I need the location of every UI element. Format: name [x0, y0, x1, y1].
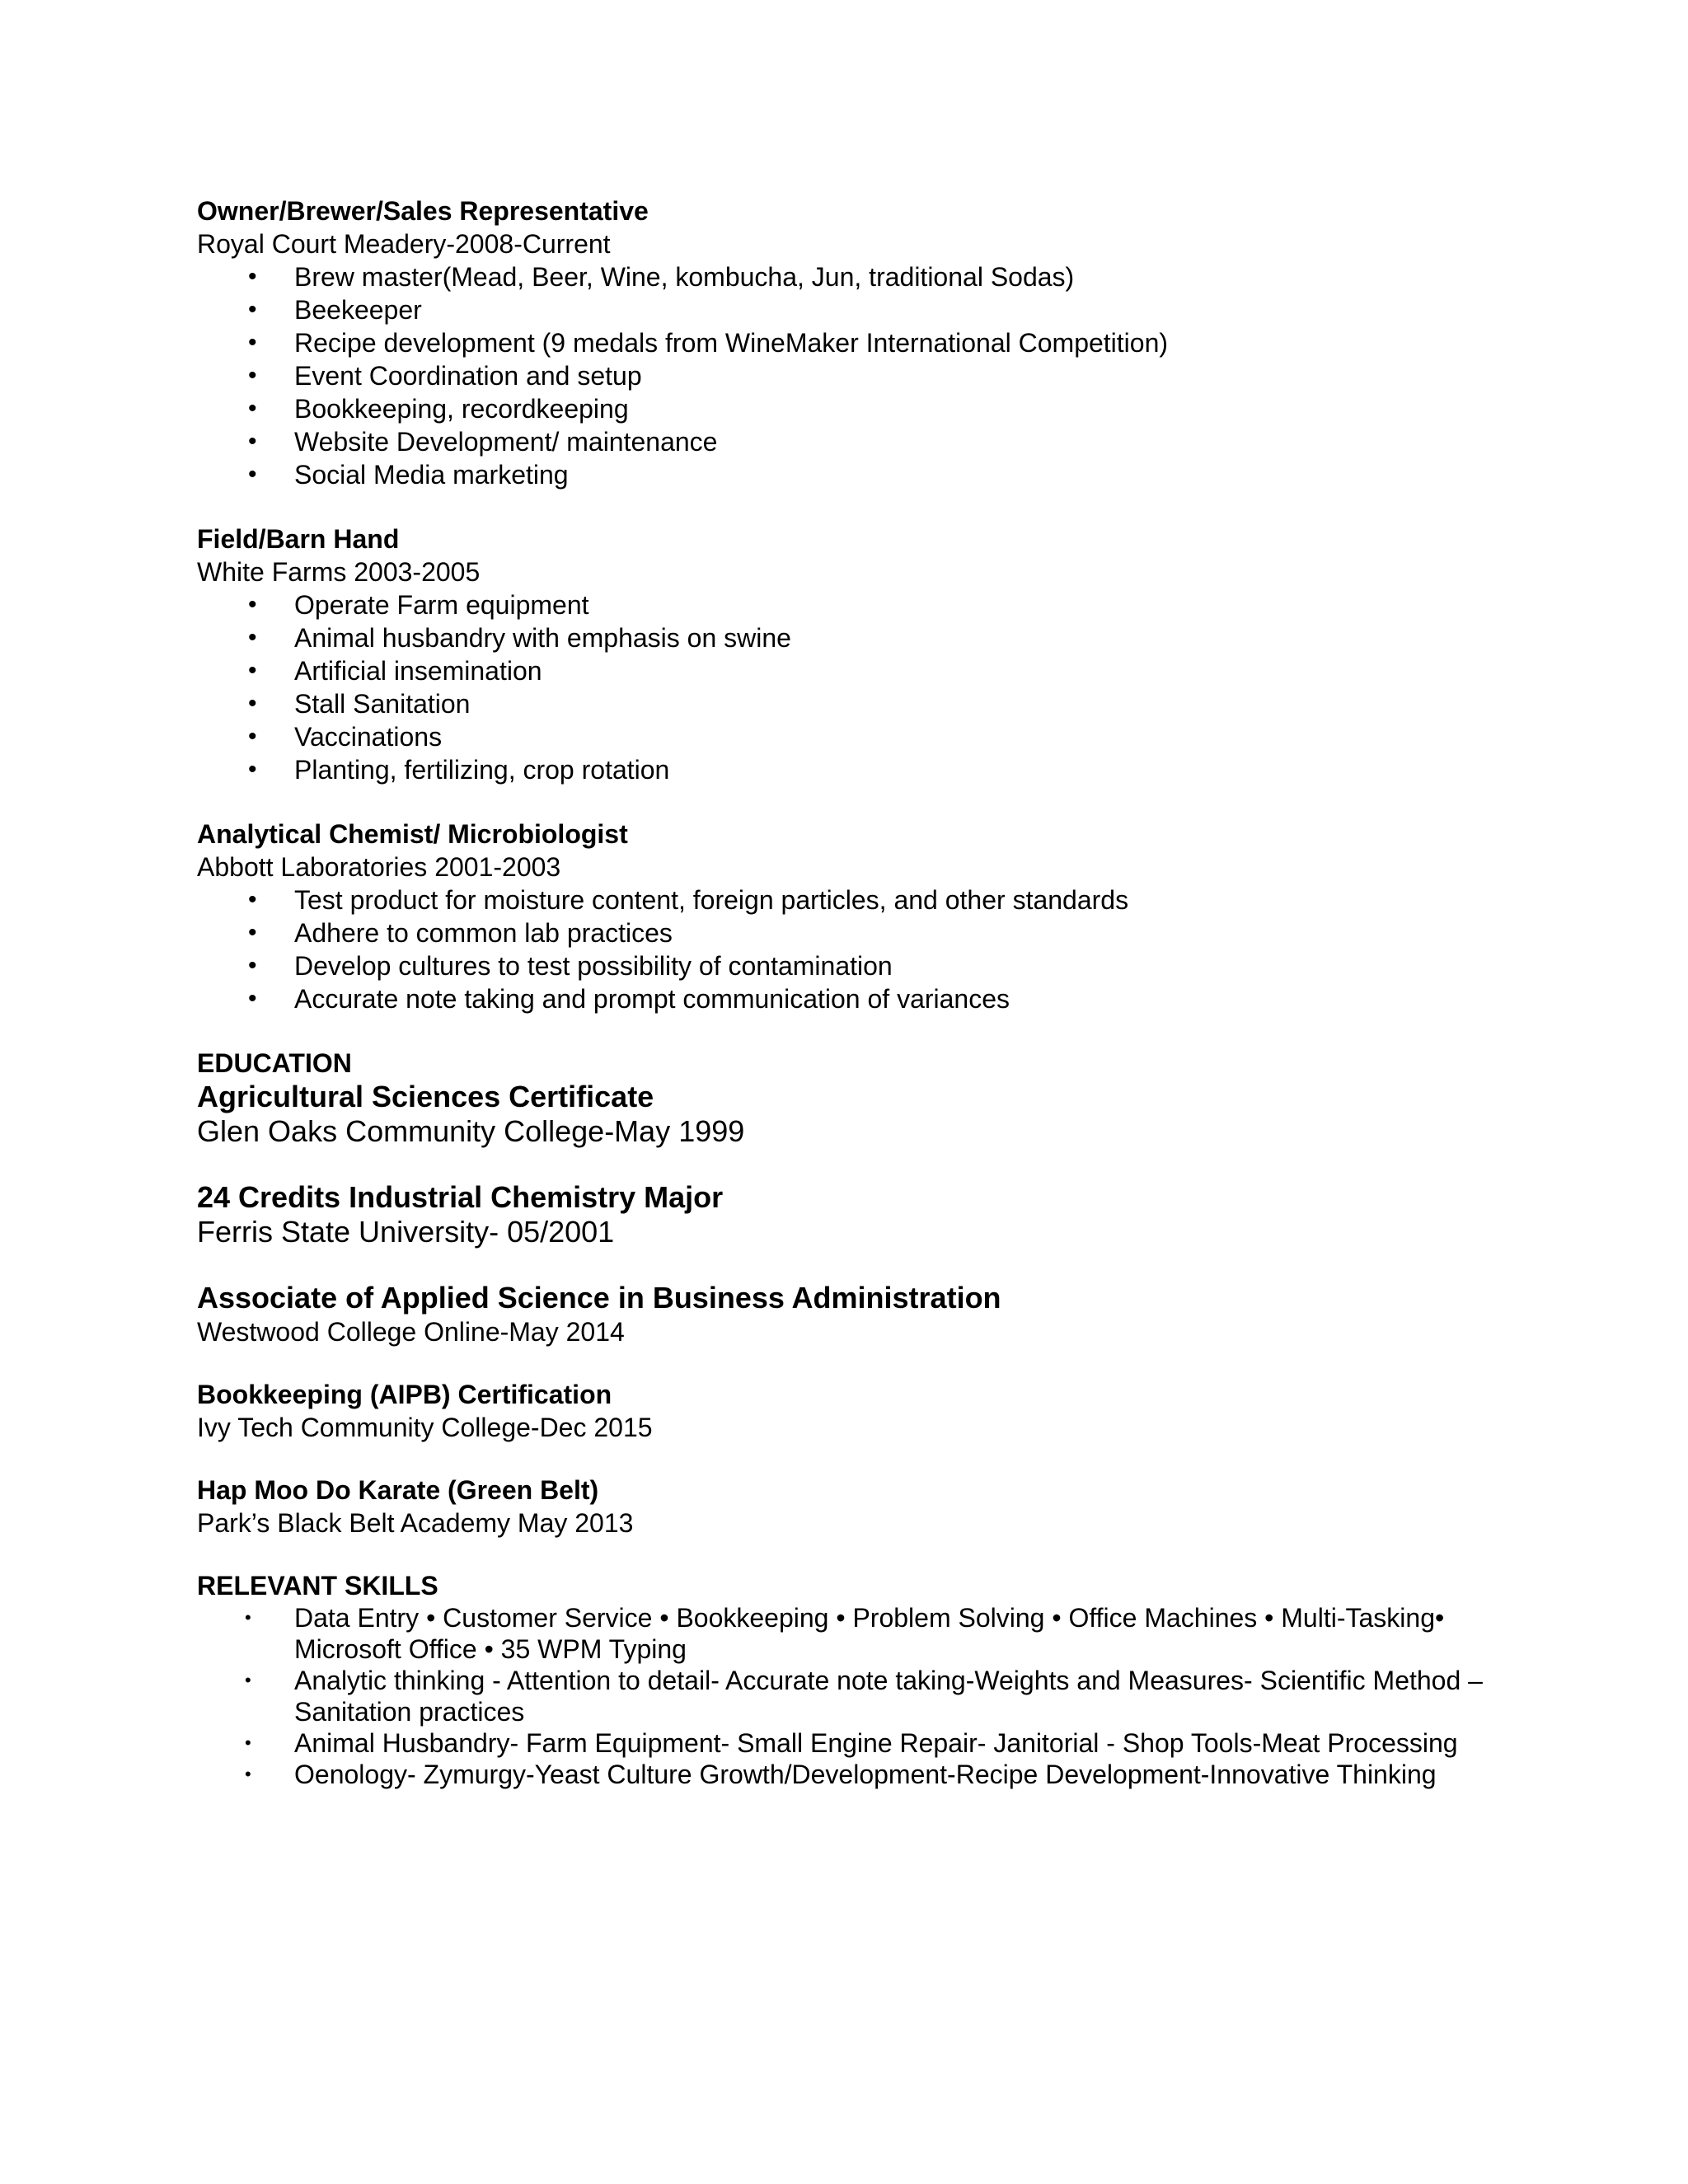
education-institution: Glen Oaks Community College-May 1999: [197, 1114, 745, 1148]
job-employer: Royal Court Meadery-2008-Current: [197, 229, 611, 259]
list-item: • Social Media marketing: [197, 458, 1483, 491]
job-duties-list: [197, 588, 1483, 786]
job-duties-list: [197, 260, 1483, 491]
list-item: • Test product for moisture content, foreign particles, and other standards: [197, 883, 1483, 916]
job-employer: White Farms 2003-2005: [197, 557, 481, 587]
job-title: Analytical Chemist/ Microbiologist: [197, 819, 628, 849]
list-item: • Bookkeeping, recordkeeping: [197, 392, 1483, 425]
list-item: • Animal Husbandry- Farm Equipment- Small Engine Repair- Janitorial - Shop Tools-Meat Processing: [197, 1727, 1483, 1759]
job-duties-list: [197, 883, 1483, 1015]
skills-section: [197, 1569, 1483, 1790]
list-item: • Operate Farm equipment: [197, 588, 1483, 621]
experience-entry: [197, 818, 1483, 1015]
list-item: • Analytic thinking - Attention to detail- Accurate note taking-Weights and Measures- Scientific Method – Sanitation practices: [197, 1665, 1483, 1727]
experience-entry: [197, 523, 1483, 786]
list-item: • Brew master(Mead, Beer, Wine, kombucha, Jun, traditional Sodas): [197, 260, 1483, 293]
list-item: • Animal husbandry with emphasis on swine: [197, 621, 1483, 654]
job-employer: Abbott Laboratories 2001-2003: [197, 852, 561, 882]
resume-page: [197, 194, 1483, 1790]
list-item: • Oenology- Zymurgy-Yeast Culture Growth/Development-Recipe Development-Innovative Thinking: [197, 1759, 1483, 1790]
education-institution: Park’s Black Belt Academy May 2013: [197, 1508, 634, 1538]
job-title: Field/Barn Hand: [197, 524, 400, 554]
education-title: 24 Credits Industrial Chemistry Major: [197, 1180, 724, 1214]
list-item: • Planting, fertilizing, crop rotation: [197, 753, 1483, 786]
list-item: • Recipe development (9 medals from WineMaker International Competition): [197, 326, 1483, 359]
education-title: Hap Moo Do Karate (Green Belt): [197, 1475, 599, 1505]
education-title: Associate of Applied Science in Business Administration: [197, 1281, 1001, 1315]
section-heading: RELEVANT SKILLS: [197, 1571, 438, 1601]
list-item: • Adhere to common lab practices: [197, 916, 1483, 949]
education-institution: Ferris State University- 05/2001: [197, 1215, 615, 1249]
list-item: • Develop cultures to test possibility of contamination: [197, 949, 1483, 982]
experience-entry: [197, 194, 1483, 491]
education-title: Bookkeeping (AIPB) Certification: [197, 1380, 612, 1409]
list-item: • Website Development/ maintenance: [197, 425, 1483, 458]
list-item: • Data Entry • Customer Service • Bookkeeping • Problem Solving • Office Machines • Multi-Tasking• Microsoft Office • 35 WPM Typing: [197, 1602, 1483, 1665]
education-institution: Westwood College Online-May 2014: [197, 1317, 625, 1347]
section-heading: EDUCATION: [197, 1048, 352, 1078]
list-item: • Vaccinations: [197, 720, 1483, 753]
list-item: • Artificial insemination: [197, 654, 1483, 687]
job-title: Owner/Brewer/Sales Representative: [197, 196, 649, 226]
list-item: • Event Coordination and setup: [197, 359, 1483, 392]
education-section: [197, 1047, 1483, 1540]
list-item: • Beekeeper: [197, 293, 1483, 326]
education-title: Agricultural Sciences Certificate: [197, 1080, 654, 1113]
list-item: • Stall Sanitation: [197, 687, 1483, 720]
list-item: • Accurate note taking and prompt communication of variances: [197, 982, 1483, 1015]
skills-list: [197, 1602, 1483, 1790]
education-institution: Ivy Tech Community College-Dec 2015: [197, 1413, 653, 1442]
